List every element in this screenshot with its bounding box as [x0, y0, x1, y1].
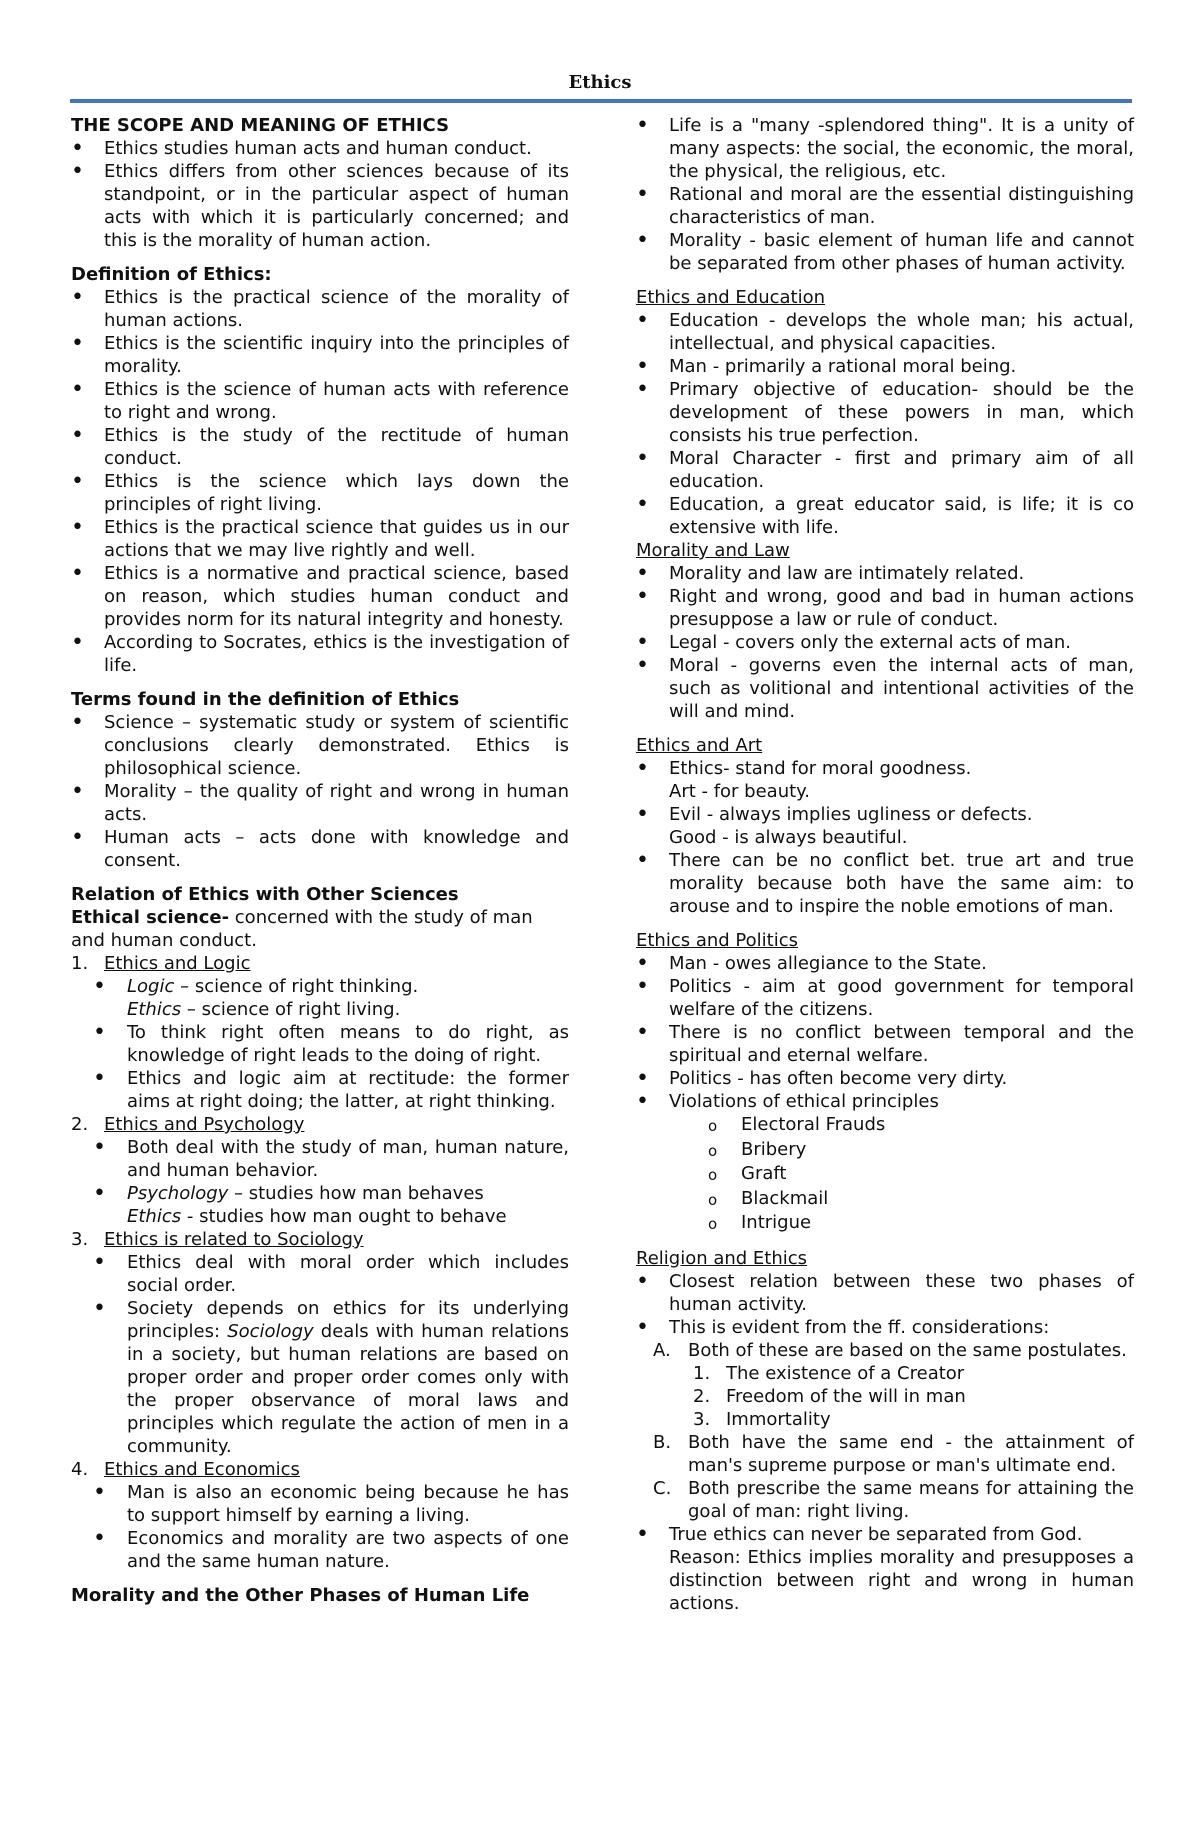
list-item: • Violations of ethical principles	[636, 1090, 1134, 1113]
line: True ethics can never be separated from God.	[669, 1523, 1083, 1545]
list-item	[636, 1477, 1134, 1523]
list-item: • Primary objective of education- should be the development of these powers in man, which consists his true perfection.	[636, 378, 1134, 447]
item-number: 3.	[71, 1229, 89, 1250]
page-header: Ethics	[568, 72, 632, 93]
list-item: • Closest relation between these two phases of human activity.	[636, 1270, 1134, 1316]
art-title: Ethics and Art	[636, 735, 763, 756]
list-item: • Ethics is the practical science that guides us in our actions that we may live rightly and well.	[71, 516, 569, 562]
list-item: • Rational and moral are the essential distinguishing characteristics of man.	[636, 183, 1134, 229]
scope-title: THE SCOPE AND MEANING OF ETHICS	[71, 115, 450, 136]
list-item	[636, 1408, 1134, 1431]
list-item: • There is no conflict between temporal and the spiritual and eternal welfare.	[636, 1021, 1134, 1067]
item-number: 2.	[71, 1114, 89, 1135]
item-text: The existence of a Creator	[726, 1362, 965, 1384]
indented-line: Reason: Ethics implies morality and presupposes a distinction between right and wrong in human actions.	[669, 1546, 1134, 1614]
list-item: • Economics and morality are two aspects of one and the same human nature.	[71, 1527, 569, 1573]
list-item	[636, 1385, 1134, 1408]
psychology-subtitle: Ethics and Psychology	[104, 1114, 305, 1135]
list-item: • Science – systematic study or system of scientific conclusions clearly demonstrated. Ethics is philosophical science.	[71, 711, 569, 780]
term-text: - studies how man ought to behave	[181, 1206, 507, 1227]
list-item	[636, 1523, 1134, 1615]
item-number: 1.	[71, 953, 89, 974]
life-list	[636, 114, 1134, 275]
term-text: – studies how man behaves	[228, 1183, 484, 1204]
law-list	[636, 562, 1134, 723]
list-item: • Education - develops the whole man; his actual, intellectual, and physical capacities.	[636, 309, 1134, 355]
list-item: • Life is a "many -splendored thing". It is a unity of many aspects: the social, the economic, the moral, the physical, the religious, etc.	[636, 114, 1134, 183]
religion-title: Religion and Ethics	[636, 1247, 808, 1269]
list-item: • Man - owes allegiance to the State.	[636, 952, 1134, 975]
list-item: • Ethics is a normative and practical science, based on reason, which studies human conduct and provides norm for its natural integrity and honesty.	[71, 562, 569, 631]
list-item: • This is evident from the ff. considerations:	[636, 1316, 1134, 1339]
list-item: • Man - primarily a rational moral being.	[636, 355, 1134, 378]
terms-title: Terms found in the definition of Ethics	[71, 689, 460, 710]
list-item: • Ethics deal with moral order which includes social order.	[71, 1251, 569, 1297]
list-item	[71, 1113, 569, 1136]
relation-list	[71, 952, 569, 975]
list-item: • Ethics is the scientific inquiry into the principles of morality.	[71, 332, 569, 378]
list-item: • Ethics is the science which lays down the principles of right living.	[71, 470, 569, 516]
list-item: o Bribery	[636, 1138, 1134, 1163]
term-ethics: Ethics	[127, 1206, 182, 1227]
sociology-list	[71, 1251, 569, 1458]
list-item: • Morality and law are intimately related.	[636, 562, 1134, 585]
list-item: • To think right often means to do right, as knowledge of right leads to the doing of right.	[71, 1021, 569, 1067]
sociology-subtitle: Ethics is related to Sociology	[104, 1229, 364, 1250]
indented-line	[127, 1205, 569, 1228]
term-ethics: Ethics	[127, 999, 182, 1020]
list-item	[71, 952, 569, 975]
list-item: • Ethics is the practical science of the morality of human actions.	[71, 286, 569, 332]
line: Ethics- stand for moral goodness.	[669, 758, 972, 779]
economics-list	[71, 1481, 569, 1573]
considerations-list	[636, 1431, 1134, 1523]
psychology-list	[71, 1136, 569, 1228]
ethical-science-definition	[71, 906, 569, 952]
list-item: • Ethics and logic aim at rectitude: the former aims at right doing; the latter, at right thinking.	[71, 1067, 569, 1113]
item-letter: B.	[653, 1431, 672, 1453]
list-item: • Ethics is the study of the rectitude of human conduct.	[71, 424, 569, 470]
considerations-list	[636, 1339, 1134, 1362]
line: Evil - always implies ugliness or defects.	[669, 804, 1033, 825]
violations-list	[636, 1113, 1134, 1236]
education-list	[636, 309, 1134, 539]
item-text: Both of these are based on the same postulates.	[688, 1339, 1127, 1361]
list-item: • Moral - governs even the internal acts of man, such as volitional and intentional activities of the will and mind.	[636, 654, 1134, 723]
list-item: • There can be no conflict bet. true art and true morality because both have the same aim: to arouse and to inspire the noble emotions of man.	[636, 849, 1134, 918]
relation-title: Relation of Ethics with Other Sciences	[71, 884, 459, 905]
relation-list	[71, 1228, 569, 1251]
item-text: Freedom of the will in man	[726, 1385, 966, 1407]
list-item	[71, 1228, 569, 1251]
list-item	[636, 1339, 1134, 1362]
politics-list	[636, 952, 1134, 1113]
item-number: 3.	[693, 1408, 711, 1430]
term-sociology: Sociology	[227, 1321, 314, 1342]
ethical-science-label: Ethical science-	[71, 907, 230, 928]
list-item: • Human acts – acts done with knowledge and consent.	[71, 826, 569, 872]
list-item	[636, 1431, 1134, 1477]
religion-list	[636, 1523, 1134, 1615]
list-item	[636, 1362, 1134, 1385]
list-item: • Education, a great educator said, is life; it is co extensive with life.	[636, 493, 1134, 539]
postulates-list	[636, 1362, 1134, 1431]
list-item	[636, 803, 1134, 849]
indented-line: Good - is always beautiful.	[669, 827, 908, 848]
art-list	[636, 757, 1134, 918]
list-item	[71, 1297, 569, 1458]
scope-list	[71, 137, 569, 252]
indented-line: Art - for beauty.	[669, 781, 810, 802]
term-text: – science of right thinking.	[174, 976, 419, 997]
terms-list	[71, 711, 569, 872]
list-item: • Politics - aim at good government for temporal welfare of the citizens.	[636, 975, 1134, 1021]
item-number: 4.	[71, 1459, 89, 1480]
list-item: • Legal - covers only the external acts of man.	[636, 631, 1134, 654]
item-text: Both prescribe the same means for attaining the goal of man: right living.	[688, 1477, 1134, 1522]
morality-phases-title: Morality and the Other Phases of Human Life	[71, 1585, 530, 1606]
item-number: 1.	[693, 1362, 711, 1384]
header-rule	[70, 99, 1132, 103]
text-part: deals with human relations in a society, but human relations are based on proper order and proper order comes only with the proper observance of moral laws and principles which regulate the action of men in a community.	[127, 1321, 569, 1457]
logic-subtitle: Ethics and Logic	[104, 953, 251, 974]
list-item: o Intrigue	[636, 1211, 1134, 1236]
list-item: • Ethics studies human acts and human conduct.	[71, 137, 569, 160]
list-item: o Electoral Frauds	[636, 1113, 1134, 1138]
list-item: • Both deal with the study of man, human nature, and human behavior.	[71, 1136, 569, 1182]
item-number: 2.	[693, 1385, 711, 1407]
list-item: o Blackmail	[636, 1187, 1134, 1212]
term-logic: Logic	[127, 976, 175, 997]
list-item: o Graft	[636, 1162, 1134, 1187]
list-item: • Morality – the quality of right and wrong in human acts.	[71, 780, 569, 826]
term-psychology: Psychology	[127, 1183, 229, 1204]
list-item: • Man is also an economic being because he has to support himself by earning a living.	[71, 1481, 569, 1527]
definition-list	[71, 286, 569, 677]
list-item: • Moral Character - first and primary aim of all education.	[636, 447, 1134, 493]
item-letter: A.	[653, 1339, 671, 1361]
list-item: • According to Socrates, ethics is the investigation of life.	[71, 631, 569, 677]
logic-list	[71, 975, 569, 1113]
definition-title: Definition of Ethics:	[71, 264, 272, 285]
politics-title: Ethics and Politics	[636, 930, 798, 951]
economics-subtitle: Ethics and Economics	[104, 1459, 300, 1480]
item-text: Immortality	[726, 1408, 831, 1430]
relation-list	[71, 1458, 569, 1481]
indented-line	[127, 998, 569, 1021]
list-item: • Politics - has often become very dirty.	[636, 1067, 1134, 1090]
law-title: Morality and Law	[636, 540, 790, 561]
education-title: Ethics and Education	[636, 287, 826, 308]
item-letter: C.	[653, 1477, 672, 1499]
term-text: – science of right living.	[181, 999, 401, 1020]
ethical-science-text: concerned with the study of man and human conduct.	[71, 907, 533, 951]
list-item: • Ethics differs from other sciences because of its standpoint, or in the particular aspect of human acts with which it is particularly concerned; and this is the morality of human action.	[71, 160, 569, 252]
religion-list	[636, 1270, 1134, 1339]
left-column	[71, 114, 569, 1607]
item-text: Both have the same end - the attainment of man's supreme purpose or man's ultimate end.	[688, 1431, 1134, 1476]
list-item: • Ethics is the science of human acts with reference to right and wrong.	[71, 378, 569, 424]
list-item: • Morality - basic element of human life and cannot be separated from other phases of human activity.	[636, 229, 1134, 275]
list-item	[636, 757, 1134, 803]
relation-list	[71, 1113, 569, 1136]
list-item	[71, 1182, 569, 1228]
text-part: Society depends on ethics for its underlying principles:	[127, 1298, 569, 1342]
list-item	[71, 975, 569, 1021]
list-item	[71, 1458, 569, 1481]
list-item: • Right and wrong, good and bad in human actions presuppose a law or rule of conduct.	[636, 585, 1134, 631]
right-column	[636, 114, 1134, 1615]
